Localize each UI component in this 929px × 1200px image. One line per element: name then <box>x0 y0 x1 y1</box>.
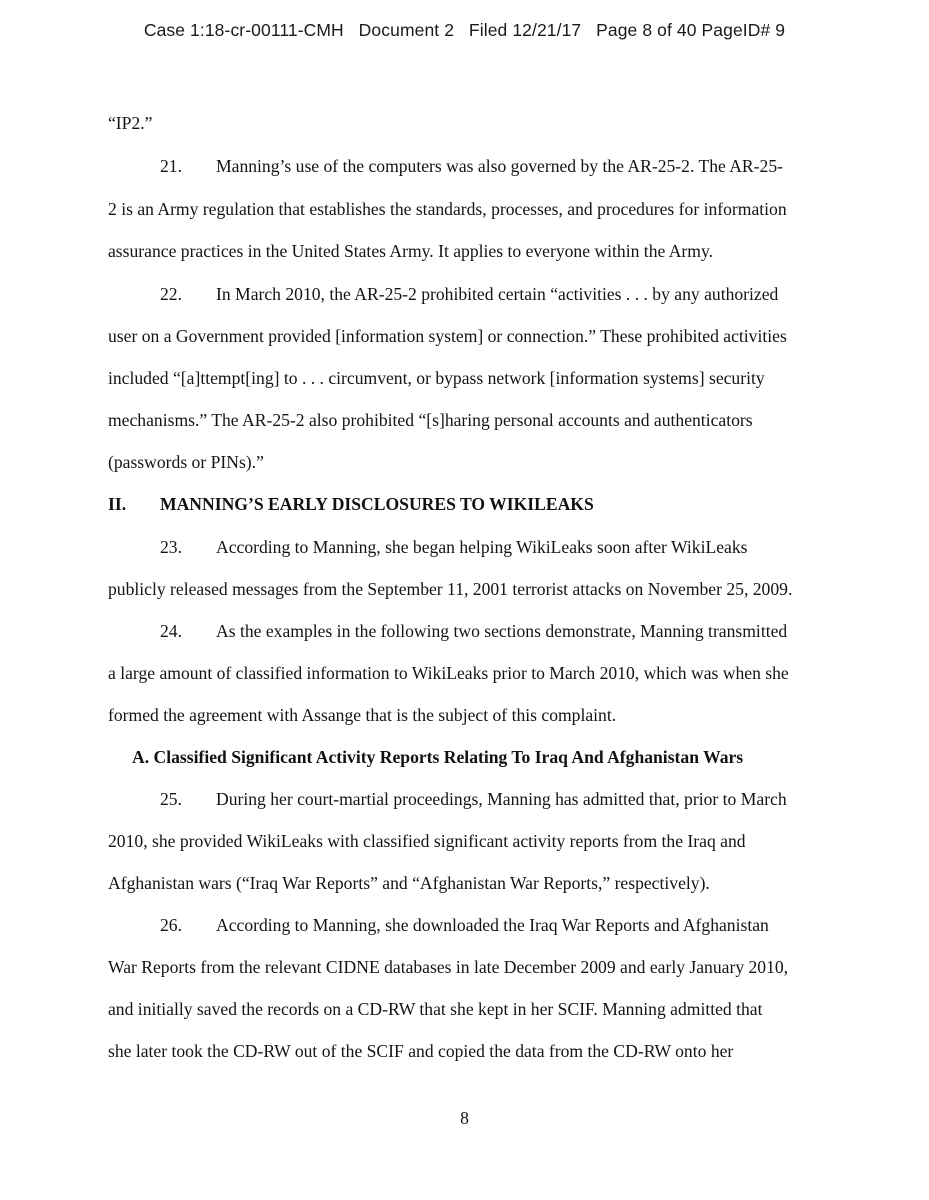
paragraph-26-line-3: and initially saved the records on a CD-RW that she kept in her SCIF. Manning admitted that <box>108 999 763 1019</box>
paragraph-22-number: 22. <box>160 284 182 304</box>
paragraph-26-number: 26. <box>160 915 182 935</box>
paragraph-25-line-1: 25. During her court-martial proceedings, Manning has admitted that, prior to March <box>160 789 787 809</box>
paragraph-24-line-1: 24. As the examples in the following two sections demonstrate, Manning transmitted <box>160 621 788 641</box>
case-header: Case 1:18-cr-00111-CMH Document 2 Filed 12/21/17 Page 8 of 40 PageID# 9 <box>143 20 786 40</box>
paragraph-23-number: 23. <box>160 537 182 557</box>
paragraph-25-line-3: Afghanistan wars (“Iraq War Reports” and “Afghanistan War Reports,” respectively). <box>108 873 710 893</box>
paragraph-23-line-2: publicly released messages from the September 11, 2001 terrorist attacks on November 25, 2009. <box>108 579 793 599</box>
paragraph-22-line-5: (passwords or PINs).” <box>108 452 264 472</box>
paragraph-26-line-2: War Reports from the relevant CIDNE databases in late December 2009 and early January 2010, <box>108 957 789 977</box>
section-ii-numeral: II. <box>108 494 127 514</box>
paragraph-25-number: 25. <box>160 789 182 809</box>
paragraph-22-line-4: mechanisms.” The AR-25-2 also prohibited “[s]haring personal accounts and authenticators <box>108 410 753 430</box>
paragraph-22-line-2: user on a Government provided [information system] or connection.” These prohibited activities <box>108 326 787 346</box>
page-number: 8 <box>460 1108 469 1128</box>
paragraph-21-line-3: assurance practices in the United States Army. It applies to everyone within the Army. <box>108 241 714 261</box>
paragraph-25-line-2: 2010, she provided WikiLeaks with classified significant activity reports from the Iraq and <box>108 831 746 851</box>
continuation-text: “IP2.” <box>108 113 153 133</box>
paragraph-22-line-3: included “[a]ttempt[ing] to . . . circumvent, or bypass network [information systems] security <box>108 368 765 388</box>
paragraph-24-number: 24. <box>160 621 182 641</box>
section-ii-heading <box>108 494 594 515</box>
paragraph-24-line-2: a large amount of classified information to WikiLeaks prior to March 2010, which was when she <box>108 663 789 683</box>
paragraph-21-line-1: 21. Manning’s use of the computers was also governed by the AR-25-2. The AR-25- <box>160 156 783 176</box>
paragraph-24-line-3: formed the agreement with Assange that is the subject of this complaint. <box>108 705 617 725</box>
paragraph-22-line-1: 22. In March 2010, the AR-25-2 prohibited certain “activities . . . by any authorized <box>160 284 779 304</box>
paragraph-26-line-1: 26. According to Manning, she downloaded the Iraq War Reports and Afghanistan <box>160 915 769 935</box>
paragraph-21-line-2: 2 is an Army regulation that establishes the standards, processes, and procedures for information <box>108 199 787 219</box>
paragraph-26-line-4: she later took the CD-RW out of the SCIF and copied the data from the CD-RW onto her <box>108 1041 734 1061</box>
paragraph-21-number: 21. <box>160 156 182 176</box>
subsection-a-heading: A. Classified Significant Activity Reports Relating To Iraq And Afghanistan Wars <box>132 747 744 767</box>
paragraph-23-line-1: 23. According to Manning, she began helping WikiLeaks soon after WikiLeaks <box>160 537 748 557</box>
section-ii-title: MANNING’S EARLY DISCLOSURES TO WIKILEAKS <box>160 494 594 514</box>
